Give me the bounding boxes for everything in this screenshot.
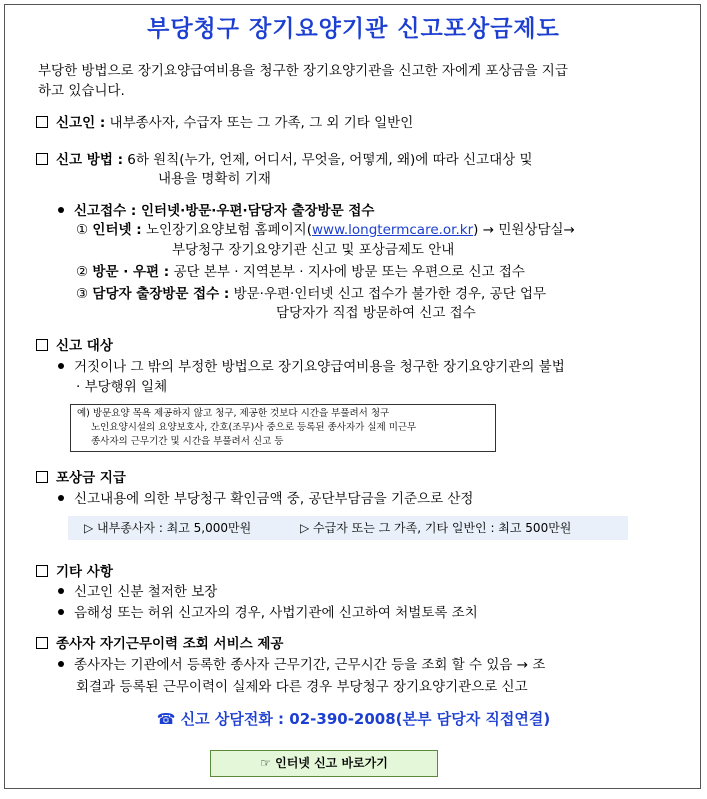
receipt-onsite-line-1: 방문·우편·인터넷 신고 접수가 불가한 경우, 공단 업무 bbox=[233, 286, 547, 302]
target-line-1: 거짓이나 그 밖의 부정한 방법으로 장기요양급여비용을 청구한 장기요양기관의 불법 bbox=[74, 359, 565, 375]
reward-header: 포상금 지급 bbox=[56, 470, 126, 486]
receipt-onsite-label: 담당자 출장방문 접수 : bbox=[92, 286, 230, 302]
etc-item-1-row bbox=[58, 583, 217, 601]
receipt-internet-num: ① bbox=[76, 222, 89, 238]
reward-row bbox=[58, 490, 473, 508]
reward-header-row bbox=[36, 469, 126, 487]
receipt-internet-pre: 노인장기요양보험 홈페이지( bbox=[145, 222, 312, 238]
receipt-header: 신고접수 : 인터넷·방문·우편·담당자 출장방문 접수 bbox=[74, 203, 375, 219]
service-header-row bbox=[36, 635, 283, 653]
receipt-visit-label: 방문 · 우편 : bbox=[92, 264, 170, 280]
receipt-internet-post: ) → 민원상담실→ bbox=[473, 222, 575, 238]
bullet-icon bbox=[58, 588, 64, 594]
checkbox-square-icon bbox=[36, 471, 48, 483]
method-line-2: 내용을 명확히 기재 bbox=[158, 171, 271, 187]
receipt-internet-row bbox=[76, 221, 575, 239]
receipt-header-row bbox=[58, 202, 374, 220]
etc-item-2: 음해성 또는 허위 신고자의 경우, 사법기관에 신고하여 처벌토록 조치 bbox=[74, 605, 478, 621]
reward-amount-box bbox=[68, 516, 628, 540]
example-line-3: 종사자의 근무기간 및 시간을 부풀려서 신고 등 bbox=[91, 436, 284, 447]
receipt-internet-line-2: 부당청구 장기요양기관 신고 및 포상금제도 안내 bbox=[172, 242, 455, 258]
example-line-1: 예) 방문요양 목욕 제공하지 않고 청구, 제공한 것보다 시간을 부풀려서 청구 bbox=[77, 408, 390, 419]
page-title: 부당청구 장기요양기관 신고포상금제도 bbox=[147, 16, 560, 42]
receipt-visit-text: 공단 본부 · 지역본부 · 지사에 방문 또는 우편으로 신고 접수 bbox=[173, 264, 525, 280]
reward-employee: ▷ 내부종사자 : 최고 5,000만원 bbox=[84, 521, 252, 535]
intro-line-1: 부당한 방법으로 장기요양급여비용을 청구한 장기요양기관을 신고한 자에게 포상금을 지급 bbox=[38, 63, 568, 79]
receipt-visit-row bbox=[76, 263, 525, 281]
bullet-icon bbox=[58, 609, 64, 615]
receipt-onsite-num: ③ bbox=[76, 286, 89, 302]
target-header-row bbox=[36, 337, 113, 355]
reporter-row bbox=[36, 114, 413, 132]
service-header: 종사자 자기근무이력 조회 서비스 제공 bbox=[56, 636, 284, 652]
receipt-onsite-line-2: 담당자가 직접 방문하여 신고 접수 bbox=[276, 305, 476, 321]
receipt-visit-num: ② bbox=[76, 264, 89, 280]
bullet-icon bbox=[58, 495, 64, 501]
reporter-label: 신고인 : bbox=[56, 115, 106, 131]
longtermcare-link[interactable]: www.longtermcare.or.kr bbox=[312, 222, 474, 238]
target-line-2: · 부당행위 일체 bbox=[76, 379, 168, 395]
method-line-1: 6하 원칙(누가, 언제, 어디서, 무엇을, 어떻게, 왜)에 따라 신고대상 및 bbox=[127, 152, 533, 168]
etc-header-row bbox=[36, 563, 113, 581]
internet-report-button[interactable]: ☞ 인터넷 신고 바로가기 bbox=[210, 750, 438, 777]
bullet-icon bbox=[58, 661, 64, 667]
target-header: 신고 대상 bbox=[56, 338, 113, 354]
intro-line-2: 하고 있습니다. bbox=[38, 83, 125, 99]
service-line-1: 종사자는 기관에서 등록한 종사자 근무기간, 근무시간 등을 조회 할 수 있음 → 조 bbox=[74, 657, 546, 673]
checkbox-square-icon bbox=[36, 565, 48, 577]
reward-text: 신고내용에 의한 부당청구 확인금액 중, 공단부담금을 기준으로 산정 bbox=[74, 491, 474, 507]
service-row bbox=[58, 656, 545, 674]
service-line-2: 회결과 등록된 근무이력이 실제와 다른 경우 부당청구 장기요양기관으로 신고 bbox=[76, 679, 528, 695]
checkbox-square-icon bbox=[36, 339, 48, 351]
method-label: 신고 방법 : bbox=[56, 152, 123, 168]
target-row bbox=[58, 358, 565, 376]
etc-header: 기타 사항 bbox=[56, 564, 113, 580]
receipt-internet-label: 인터넷 : bbox=[92, 222, 142, 238]
checkbox-square-icon bbox=[36, 637, 48, 649]
bullet-icon bbox=[58, 207, 64, 213]
bullet-icon bbox=[58, 363, 64, 369]
etc-item-1: 신고인 신분 철저한 보장 bbox=[74, 584, 218, 600]
method-row bbox=[36, 151, 533, 169]
receipt-onsite-row bbox=[76, 285, 546, 303]
checkbox-square-icon bbox=[36, 153, 48, 165]
example-line-2: 노인요양시설의 요양보호사, 간호(조무)사 중으로 등록된 종사자가 실제 미근무 bbox=[91, 422, 417, 433]
consult-phone: ☎ 신고 상담전화 : 02-390-2008(본부 담당자 직접연결) bbox=[156, 710, 551, 728]
example-box bbox=[70, 404, 496, 452]
checkbox-square-icon bbox=[36, 116, 48, 128]
reward-general: ▷ 수급자 또는 그 가족, 기타 일반인 : 최고 500만원 bbox=[300, 521, 572, 535]
etc-item-2-row bbox=[58, 604, 478, 622]
reporter-text: 내부종사자, 수급자 또는 그 가족, 그 외 기타 일반인 bbox=[109, 115, 414, 131]
